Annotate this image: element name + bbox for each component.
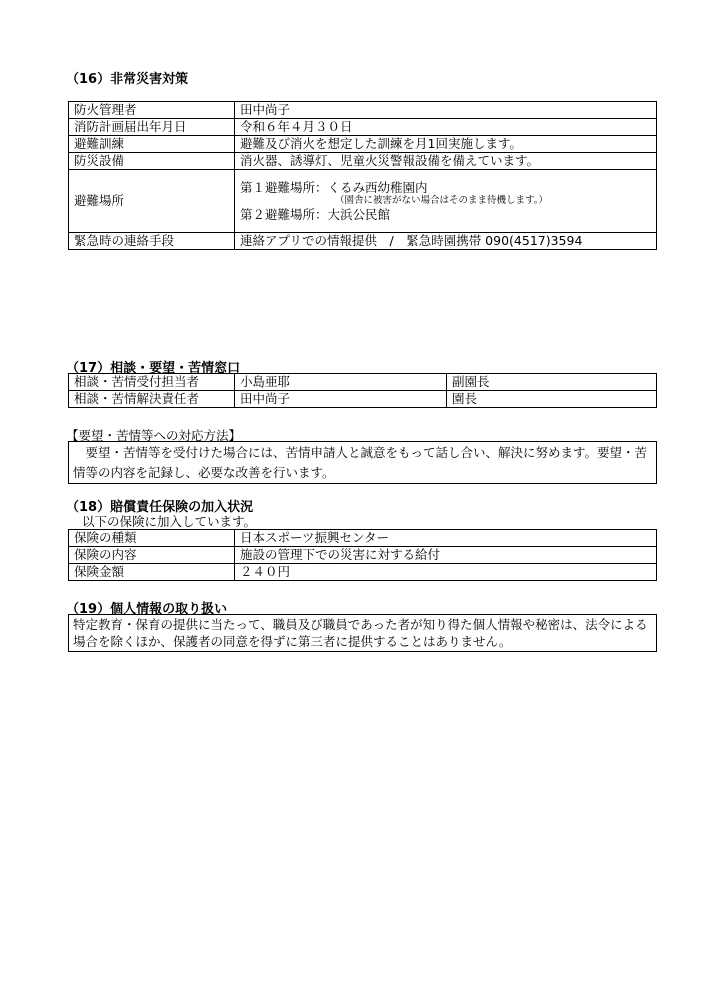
evac-primary: 第１避難場所：くるみ西幼稚園内 (240, 180, 428, 195)
row-role: 副園長 (447, 374, 657, 391)
table-row (69, 170, 657, 233)
row-label: 保険の内容 (69, 547, 235, 564)
table-row (69, 153, 657, 170)
row-value: 連絡アプリでの情報提供 / 緊急時園携帯 090(4517)3594 (235, 233, 657, 250)
row-name: 田中尚子 (235, 391, 447, 408)
evacuation-cell (235, 170, 657, 233)
row-label: 保険金額 (69, 564, 235, 581)
row-value: ２４０円 (235, 564, 657, 581)
row-label: 防火管理者 (69, 102, 235, 119)
table-row (69, 391, 657, 408)
section-19-title: （19）個人情報の取り扱い (66, 602, 228, 617)
row-name: 小島亜耶 (235, 374, 447, 391)
privacy-text: 特定教育・保育の提供に当たって、職員及び職員であった者が知り得た個人情報や秘密は、法令による場合を除くほか、保護者の同意を得ずに第三者に提供することはありません。 (68, 614, 657, 652)
table-row (69, 547, 657, 564)
evac-note: （園舎に被害がない場合はそのまま待機します。） (335, 195, 548, 206)
insurance-intro: 以下の保険に加入しています。 (82, 514, 257, 529)
table-row (69, 530, 657, 547)
table-row (69, 136, 657, 153)
row-label: 相談・苦情受付担当者 (69, 374, 235, 391)
row-label: 防災設備 (69, 153, 235, 170)
evac-secondary: 第２避難場所：大浜公民館 (240, 207, 391, 222)
row-role: 園長 (447, 391, 657, 408)
row-label: 保険の種類 (69, 530, 235, 547)
consultation-table (68, 373, 657, 408)
section-17-title: （17）相談・要望・苦情窓口 (66, 361, 241, 376)
table-row (69, 119, 657, 136)
row-label: 消防計画届出年月日 (69, 119, 235, 136)
method-text: 要望・苦情等を受付けた場合には、苦情申請人と誠意をもって話し合い、解決に努めます。要望・苦情等の内容を記録し、必要な改善を行います。 (68, 441, 657, 484)
table-row (69, 374, 657, 391)
row-value: 消火器、誘導灯、児童火災警報設備を備えています。 (235, 153, 657, 170)
table-row (69, 233, 657, 250)
row-value: 田中尚子 (235, 102, 657, 119)
row-value: 施設の管理下での災害に対する給付 (235, 547, 657, 564)
row-label: 避難場所 (69, 170, 235, 233)
row-value: 避難及び消火を想定した訓練を月1回実施します。 (235, 136, 657, 153)
section-18-title: （18）賠償責任保険の加入状況 (66, 500, 254, 515)
row-label: 緊急時の連絡手段 (69, 233, 235, 250)
insurance-table (68, 529, 657, 581)
method-heading: 【要望・苦情等への対応方法】 (66, 428, 242, 443)
row-label: 相談・苦情解決責任者 (69, 391, 235, 408)
row-label: 避難訓練 (69, 136, 235, 153)
disaster-table (68, 101, 657, 250)
table-row (69, 564, 657, 581)
row-value: 日本スポーツ振興センター (235, 530, 657, 547)
row-value: 令和６年４月３０日 (235, 119, 657, 136)
section-16-title: （16）非常災害対策 (66, 72, 189, 87)
table-row (69, 102, 657, 119)
